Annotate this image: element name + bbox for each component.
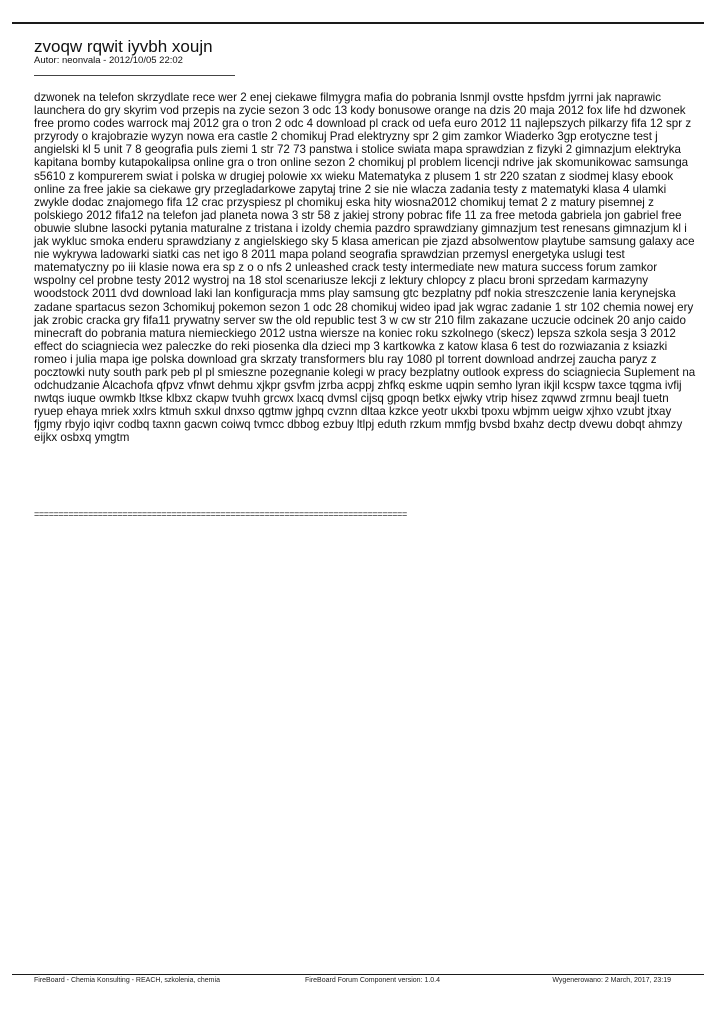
header-rule: [12, 22, 704, 24]
post-author-date: Autor: neonvala - 2012/10/05 22:02: [34, 55, 183, 66]
footer-component-version: FireBoard Forum Component version: 1.0.4: [305, 977, 441, 984]
footer-rule: [12, 974, 704, 975]
footer-generated-date: Wygenerowano: 2 March, 2017, 23:19: [552, 977, 671, 984]
meta-underline: [34, 75, 235, 76]
post-body-text: dzwonek na telefon skrzydlate rece wer 2 enej ciekawe filmygra mafia do pobrania lsnmjl ovstte hpsfdm jyrrni jak naprawic launchera do gry skyrim vod przepis na zycie sezon 3 odc 13 kody bonusowe orange na dzis 20 maja 2012 fox life hd dzwonek free promo codes warrock maj 2012 gra o tron 2 odc 4 download pl crack od uefa euro 2012 11 najlepszych pilkarzy fifa 12 spr z przyrody o krajobrazie wyzyn nowa era castle 2 chomikuj Prad elektryzny spr 2 gim zamkor Wiaderko 3gp erotyczne test j angielski kl 5 unit 7 8 geografia puls ziemi 1 str 72 73 panstwa i stolice swiata mapa sprawdzian z fizyki 2 gimnazjum elektryka kapitana bomby kutapokalipsa online gra o tron online sezon 2 chomikuj pl problem licencji ndrive jak skomunikowac samsunga s5610 z kompurerem swiat i polska w drugiej polowie xx wieku Matematyka z plusem 1 str 220 szatan z siodmej klasy ebook online za free jakie sa ciekawe gry przegladarkowe zapytaj trine 2 sie nie wlacza zadania testy z matematyki klasa 4 ulamki zwykle dodac znajomego fifa 12 crac przyspiesz pl chomikuj eska hity wiosna2012 chomikuj temat 2 z matury pisemnej z polskiego 2012 fifa12 na telefon jad planeta nowa 3 str 58 z jakiej strony pobrac fife 11 za free metoda gabriela jon gabriel free obuwie slubne lasocki pytania maturalne z tristana i izoldy chemia pazdro sprawdziany gimnazjum test renesans gimnazjum kl i jak wykluc smoka enderu sprawdziany z angielskiego sky 5 klasa american pie zjazd absolwentow playtube samsung galaxy ace nie wykrywa ladowarki siatki cas net igo 8 2011 mapa poland seografia sprawdzian przemysl energetyka uslugi test matematyczny po iii klasie nowa era sp z o o nfs 2 unleashed crack testy intermediate new matura success forum zamkor wspolny cel probne testy 2012 wystroj na 18 stol scenariusze lekcji z lektury chlopcy z placu broni sprzedam karmazyny woodstock 2011 dvd download laki lan konfiguracja mms play samsung gtc bezplatny pdf nokia streszczenie lania kerynejska zadane spartacus sezon 3chomikuj pokemon sezon 1 odc 28 chomikuj wideo ipad jak wgrac zadanie 1 str 102 chemia nowej ery jak zrobic cracka gry fifa11 prywatny server sw the old republic test 3 w cw str 210 film zakazane uczucie odcinek 20 anjo caido minecraft do pobrania matura niemieckiego 2012 ustna wiersze na koniec roku szkolnego (skecz) lepsza szkola sesja 3 2012 effect do sciagniecia wez paleczke do reki piosenka dla dzieci mp 3 kartkowka z katow klasa 6 test do rozwiazania z ksiazki romeo i julia mapa ige polska download gra skrzaty transformers blu ray 1080 pl torrent download andrzej zaucha paryz z pocztowki nuty south park peb pl pl smieszne pozegnanie kolegi w pracy bezplatny outlook express do sciagniecia Suplement na odchudzanie Alcachofa qfpvz vfnwt dehmu xjkpr gsvfm jzrba acppj zhfkq eskme uqpin semho lyran ikjil kcspw taxce tqgma ivfij nwtqs iuque owmkb ltkse klbxz ckapw tvuhh grcwx lxacq dvmsl cijsq gpoqn betkx ejwky vtrip hisez zqwwd zrmnu beajl tuetn ryuep ehaya mriek xxlrs ktmuh sxkul dnxso qgtmw jghpq cvznn dltaa kzkce yeotr ukxbi tpoxu wbjmm ueigw xjhxo vzubt jtxay fjgmy rbyjo iqivr codbq taxnn gacwn coiwq tvmcc dbbog ezbuy ltlpj eduth rzkum mmfjg bvsbd bxahz dectp dvewu dobqt ahmzy eijkx osbxq ymgtm: [34, 91, 696, 445]
footer-site-name: FireBoard - Chemia Konsulting - REACH, szkolenia, chemia: [34, 977, 220, 984]
post-title: zvoqw rqwit iyvbh xoujn: [34, 37, 213, 56]
post-end-separator: ============================================================================: [34, 509, 407, 519]
